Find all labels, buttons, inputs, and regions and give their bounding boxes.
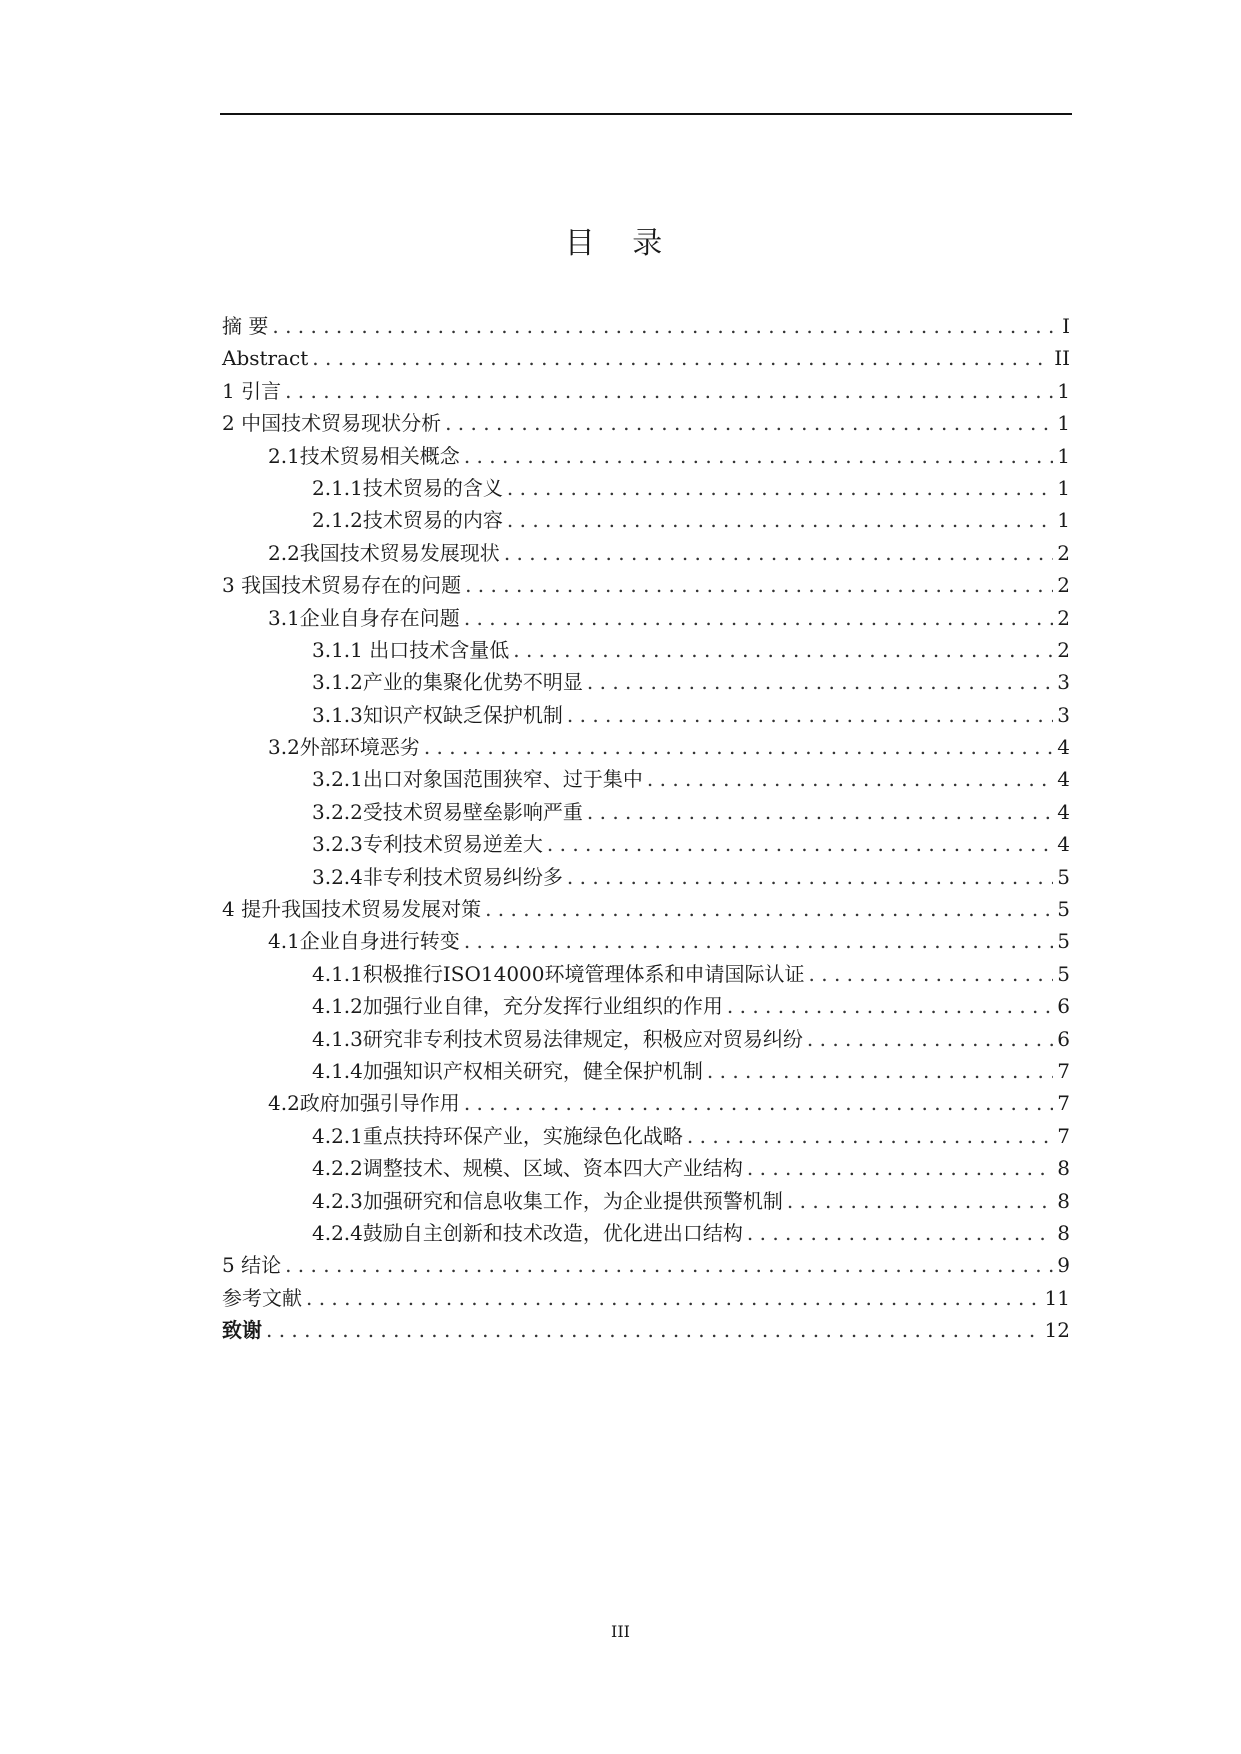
toc-entry[interactable]	[222, 1120, 1070, 1152]
toc-entry[interactable]	[222, 861, 1070, 893]
toc-leader-dots	[464, 925, 1053, 957]
toc-entry-label: 4.2.3加强研究和信息收集工作，为企业提供预警机制	[312, 1188, 783, 1213]
toc-entry[interactable]	[222, 1249, 1070, 1281]
toc-entry-page: 7	[1057, 1091, 1070, 1116]
toc-entry-label: 1 引言	[222, 378, 282, 403]
toc-entry-page: 6	[1057, 994, 1070, 1019]
toc-leader-dots	[504, 537, 1053, 569]
toc-leader-dots	[464, 1087, 1053, 1119]
toc-entry-label: 3.2.3专利技术贸易逆差大	[312, 832, 543, 857]
toc-entry-label: 4.2.4鼓励自主创新和技术改造，优化进出口结构	[312, 1220, 743, 1245]
toc-entry-page: 7	[1057, 1058, 1070, 1083]
toc-entry-label: 2.1技术贸易相关概念	[268, 443, 460, 468]
toc-leader-dots	[587, 796, 1053, 828]
toc-entry[interactable]	[222, 472, 1070, 504]
toc-entry-page: I	[1062, 314, 1070, 338]
toc-leader-dots	[547, 828, 1053, 860]
toc-entry-page: 5	[1057, 897, 1070, 922]
toc-leader-dots	[807, 1023, 1053, 1055]
toc-entry-label: 2.2我国技术贸易发展现状	[268, 540, 500, 565]
toc-leader-dots	[285, 375, 1053, 407]
toc-entry[interactable]	[222, 1282, 1070, 1314]
toc-leader-dots	[587, 666, 1053, 698]
toc-leader-dots	[567, 861, 1053, 893]
toc-entry-label: 摘 要	[222, 314, 269, 338]
toc-leader-dots	[647, 763, 1053, 795]
toc-entry-page: 3	[1057, 670, 1070, 695]
toc-entry-page: 8	[1057, 1188, 1070, 1213]
toc-entry-label: 3.2.4非专利技术贸易纠纷多	[312, 864, 563, 889]
toc-leader-dots	[445, 407, 1053, 439]
toc-entry-label: 3.1.3知识产权缺乏保护机制	[312, 702, 563, 727]
toc-entry[interactable]	[222, 1152, 1070, 1184]
toc-entry-label: 4.2政府加强引导作用	[268, 1091, 460, 1116]
toc-entry[interactable]	[222, 537, 1070, 569]
toc-entry[interactable]	[222, 1217, 1070, 1249]
toc-entry-label: 4.1企业自身进行转变	[268, 929, 460, 954]
toc-leader-dots	[312, 342, 1050, 374]
toc-entry[interactable]	[222, 958, 1070, 990]
toc-entry-page: 1	[1057, 475, 1070, 500]
toc-entry-page: 8	[1057, 1220, 1070, 1245]
toc-leader-dots	[707, 1055, 1053, 1087]
toc-entry[interactable]	[222, 828, 1070, 860]
toc-entry-label: 3.1.2产业的集聚化优势不明显	[312, 670, 583, 695]
toc-entry-page: 8	[1057, 1156, 1070, 1181]
toc-entry[interactable]	[222, 602, 1070, 634]
toc-entry-label: 3.2外部环境恶劣	[268, 735, 420, 760]
toc-leader-dots	[285, 1249, 1053, 1281]
toc-entry-page: 4	[1057, 799, 1070, 824]
toc-leader-dots	[687, 1120, 1053, 1152]
toc-entry-label: 3.1.1 出口技术含量低	[312, 637, 510, 662]
toc-entry-page: 2	[1057, 540, 1070, 565]
toc-entry-page: 7	[1057, 1123, 1070, 1148]
toc-entry-page: 9	[1057, 1253, 1070, 1278]
toc-entry-label: 参考文献	[222, 1285, 302, 1310]
toc-entry-page: 1	[1057, 411, 1070, 436]
toc-entry-label: 3 我国技术贸易存在的问题	[222, 573, 462, 598]
toc-entry-page: 4	[1057, 832, 1070, 857]
toc-entry[interactable]	[222, 1314, 1070, 1346]
toc-entry-label: 3.2.1出口对象国范围狭窄、过于集中	[312, 767, 643, 792]
table-of-contents	[222, 310, 1070, 1347]
toc-entry[interactable]	[222, 666, 1070, 698]
toc-entry[interactable]	[222, 893, 1070, 925]
toc-leader-dots	[809, 958, 1054, 990]
toc-entry[interactable]	[222, 440, 1070, 472]
toc-entry-label: 3.1企业自身存在问题	[268, 605, 460, 630]
toc-entry-label: 致谢	[222, 1318, 262, 1343]
toc-entry-label: 4.1.4加强知识产权相关研究，健全保护机制	[312, 1058, 703, 1083]
toc-leader-dots	[424, 731, 1053, 763]
toc-entry[interactable]	[222, 569, 1070, 601]
toc-entry-label: Abstract	[222, 346, 309, 371]
toc-entry-label: 3.2.2受技术贸易壁垒影响严重	[312, 799, 583, 824]
toc-entry[interactable]	[222, 925, 1070, 957]
toc-entry[interactable]	[222, 407, 1070, 439]
toc-entry-label: 2.1.1技术贸易的含义	[312, 475, 503, 500]
toc-entry-page: 2	[1057, 605, 1070, 630]
toc-leader-dots	[266, 1314, 1041, 1346]
toc-leader-dots	[507, 504, 1053, 536]
toc-leader-dots	[513, 634, 1053, 666]
toc-entry-page: 5	[1057, 929, 1070, 954]
toc-entry[interactable]	[222, 1055, 1070, 1087]
toc-entry-label: 4 提升我国技术贸易发展对策	[222, 897, 482, 922]
toc-entry-page: 2	[1057, 637, 1070, 662]
toc-entry-page: 4	[1057, 735, 1070, 760]
toc-leader-dots	[727, 990, 1053, 1022]
toc-entry-page: 11	[1044, 1285, 1070, 1310]
toc-leader-dots	[464, 602, 1053, 634]
toc-entry-label: 5 结论	[222, 1253, 282, 1278]
toc-entry-page: 3	[1057, 702, 1070, 727]
toc-entry[interactable]	[222, 375, 1070, 407]
toc-entry-label: 2.1.2技术贸易的内容	[312, 508, 503, 533]
toc-entry-page: II	[1054, 346, 1070, 371]
toc-entry[interactable]	[222, 1087, 1070, 1119]
toc-leader-dots	[306, 1282, 1041, 1314]
page-title: 目 录	[564, 226, 677, 262]
toc-leader-dots	[272, 310, 1058, 342]
toc-entry[interactable]	[222, 763, 1070, 795]
header-rule	[220, 113, 1072, 115]
toc-entry[interactable]	[222, 504, 1070, 536]
toc-leader-dots	[465, 569, 1053, 601]
toc-entry-page: 6	[1057, 1026, 1070, 1051]
toc-entry[interactable]	[222, 731, 1070, 763]
toc-entry-page: 1	[1057, 443, 1070, 468]
toc-entry[interactable]	[222, 310, 1070, 342]
toc-entry-page: 12	[1044, 1318, 1070, 1343]
toc-entry-page: 2	[1057, 573, 1070, 598]
toc-entry[interactable]	[222, 990, 1070, 1022]
toc-entry-page: 1	[1057, 508, 1070, 533]
toc-entry-label: 4.1.3研究非专利技术贸易法律规定，积极应对贸易纠纷	[312, 1026, 803, 1051]
toc-entry-page: 5	[1057, 961, 1070, 986]
toc-entry-page: 1	[1057, 378, 1070, 403]
toc-entry-page: 4	[1057, 767, 1070, 792]
toc-entry[interactable]	[222, 796, 1070, 828]
toc-leader-dots	[747, 1217, 1053, 1249]
toc-entry-label: 4.1.2加强行业自律，充分发挥行业组织的作用	[312, 994, 723, 1019]
toc-entry-label: 4.1.1积极推行ISO14000环境管理体系和申请国际认证	[312, 961, 805, 986]
toc-leader-dots	[507, 472, 1053, 504]
toc-leader-dots	[485, 893, 1053, 925]
toc-entry[interactable]	[222, 342, 1070, 374]
page-number: III	[611, 1622, 630, 1641]
toc-entry[interactable]	[222, 699, 1070, 731]
toc-entry-page: 5	[1057, 864, 1070, 889]
toc-leader-dots	[787, 1185, 1053, 1217]
toc-entry[interactable]	[222, 1023, 1070, 1055]
toc-entry-label: 4.2.1重点扶持环保产业，实施绿色化战略	[312, 1123, 683, 1148]
toc-entry-label: 4.2.2调整技术、规模、区域、资本四大产业结构	[312, 1156, 743, 1181]
toc-leader-dots	[747, 1152, 1053, 1184]
toc-entry[interactable]	[222, 1185, 1070, 1217]
toc-leader-dots	[464, 440, 1053, 472]
toc-leader-dots	[567, 699, 1053, 731]
toc-entry[interactable]	[222, 634, 1070, 666]
toc-entry-label: 2 中国技术贸易现状分析	[222, 411, 442, 436]
